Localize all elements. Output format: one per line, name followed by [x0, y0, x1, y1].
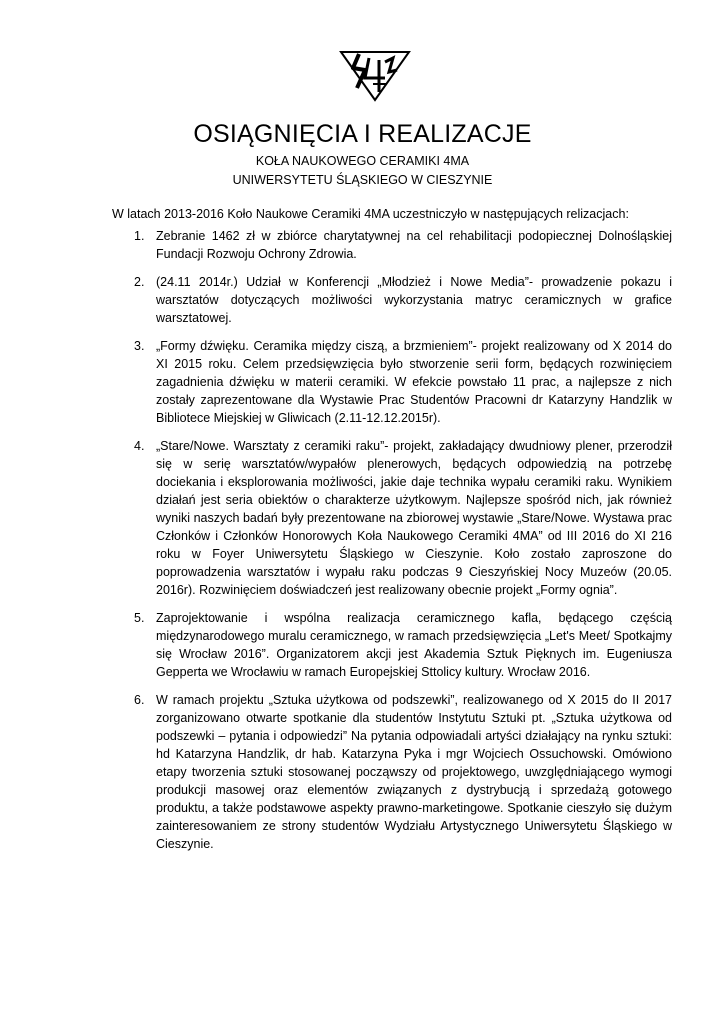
list-item-text: (24.11 2014r.) Udział w Konferencji „Młodzież i Nowe Media”- prowadzenie pokazu i warsztatów dotyczących możliwości wykorzystania matryc ceramicznych w grafice warsztatowej.	[156, 275, 672, 325]
list-item-number: 1.	[134, 229, 145, 243]
list-item-text: Zaprojektowanie i wspólna realizacja ceramicznego kafla, będącego częścią międzynarodowego muralu ceramicznego, w ramach przedsięwzięcia „Let's Meet/ Spotkajmy się Wrocław 2016”. Organizatorem akcji jest Akademia Sztuk Pięknych im. Eugeniusza Gepperta we Wrocławiu w ramach Europejskiej Sttolicy kultury. Wrocław 2016.	[156, 611, 672, 679]
list-item-text: W ramach projektu „Sztuka użytkowa od podszewki”, realizowanego od X 2015 do II 2017 zorganizowano otwarte spotkanie dla studentów Instytutu Sztuki pt. „Sztuka użytkowa od podszewki – pytania i odpowiedzi” Na pytania odpowiadali artyści działający na rynku sztuki: hd Katarzyna Handzlik, dr hab. Katarzyna Pyka i mgr Wojciech Ossuchowski. Omówiono etapy tworzenia sztuki stosowanej począwszy od projektowego, uwzględniającego wymogi produkcji masowej oraz elementów związanych z dystrybucją i sprzedażą gotowego produktu, a także podstawowe aspekty prawno-marketingowe. Spotkanie cieszyło się dużym zainteresowaniem ze strony studentów Wydziału Artystycznego Uniwersytetu Śląskiego w Cieszynie.	[156, 693, 672, 851]
intro-paragraph: W latach 2013-2016 Koło Naukowe Ceramiki 4MA uczestniczyło w następujących relizacjach:	[112, 207, 629, 221]
list-item	[112, 227, 672, 263]
list-item	[112, 337, 672, 427]
list-item-number: 4.	[134, 439, 145, 453]
list-item-number: 5.	[134, 611, 145, 625]
document-subtitle-line1: KOŁA NAUKOWEGO CERAMIKI 4MA	[255, 154, 470, 168]
achievements-list	[112, 227, 672, 863]
list-item	[112, 437, 672, 599]
list-item-number: 2.	[134, 275, 145, 289]
list-item-number: 3.	[134, 339, 145, 353]
document-subtitle-line2: UNIWERSYTETU ŚLĄSKIEGO W CIESZYNIE	[232, 173, 493, 187]
list-item-text: „Formy dźwięku. Ceramika między ciszą, a brzmieniem”- projekt realizowany od X 2014 do XI 2015 roku. Celem przedsięwzięcia było stworzenie serii form, będących rozwinięciem zagadnienia dźwięku w materii ceramiki. W efekcie powstało 11 prac, a najlepsze z nich zostały zaprezentowane dla Wystawie Prac Studentów Pracowni dr Katarzyny Handzlik w Bibliotece Miejskiej w Gliwicach (2.11-12.12.2015r).	[156, 339, 672, 425]
document-title: OSIĄGNIĘCIA I REALIZACJE	[193, 120, 532, 148]
koło-4ma-logo-icon	[339, 48, 411, 102]
list-item	[112, 691, 672, 853]
list-item-number: 6.	[134, 693, 145, 707]
list-item-text: „Stare/Nowe. Warsztaty z ceramiki raku”- projekt, zakładający dwudniowy plener, przerodził się w serię warsztatów/wypałów plenerowych, będących odpowiedzią na potrzebę dociekania i eksplorowania możliwości, jakie daje technika wypału ceramiki raku. Wynikiem działań jest seria obiektów o charakterze użytkowym. Najlepsze spośród nich, jak również wyniki naszych badań były prezentowane na zbiorowej wystawie „Stare/Nowe. Wystawa prac Członków i Członków Honorowych Koła Naukowego Ceramiki 4MA” od III 2016 do XI 216 roku w Foyer Uniwersytetu Śląskiego w Cieszynie. Koło zostało zaproszone do poprowadzenia warsztatów i wypału raku podczas 9 Cieszyńskiej Nocy Muzeów (20.05. 2016r). Rozwinięciem doświadczeń jest realizowany obecnie projekt „Formy ognia”.	[156, 439, 672, 597]
list-item	[112, 609, 672, 681]
list-item-text: Zebranie 1462 zł w zbiórce charytatywnej na cel rehabilitacji podopiecznej Dolnośląskiej Fundacji Rozwoju Ochrony Zdrowia.	[156, 229, 672, 261]
list-item	[112, 273, 672, 327]
